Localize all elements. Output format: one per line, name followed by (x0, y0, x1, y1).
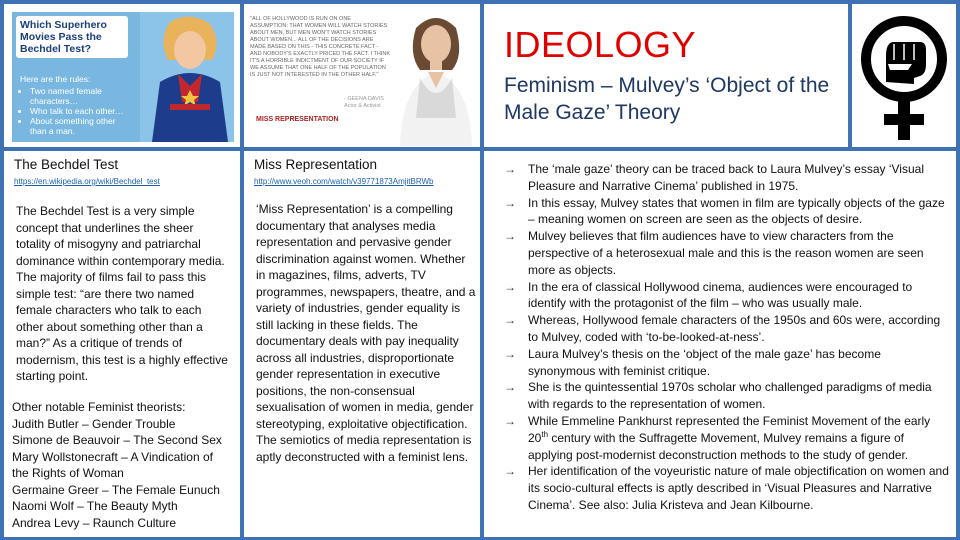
bullet-text: Laura Mulvey’s thesis on the ‘object of the male gaze’ has become synonymous with feminist critique. (528, 346, 881, 378)
theorist-item: Mary Wollstonecraft – A Vindication of (12, 449, 213, 464)
right-arrow-icon: → (504, 279, 516, 294)
bechdel-body: The Bechdel Test is a very simple concept that underlines the sheer totality of misogyny and patriarchal dominance within contemporary media. The majority of films fail to pass this simple test: “are there two named female characters who talk to each other about something other than a man?” As a critique of trends of modernism, this test is a highly effective starting point. (16, 204, 228, 383)
theorist-item: Naomi Wolf – The Beauty Myth (12, 499, 178, 513)
poster-title: Which Superhero Movies Pass the Bechdel Test? (16, 16, 128, 58)
miss-representation-body: ‘Miss Representation’ is a compelling documentary that analyses media representation and pervasive gender discrimination against women. Whether in magazines, films, adverts, TV programmes, newspapers, theatre, and a variety of industries, gender equality is still lacking in these fields. The documentary deals with pay inequality across all industries, disproportionate gender representation in executive positions, the non-consensual sexualisation of women in media, gender stereotyping, exploitative objectification. The semiotics of media representation is aptly deconstructed with a feminist lens. (256, 202, 476, 464)
right-arrow-icon: → (504, 195, 516, 210)
mulvey-bullets-column (484, 151, 956, 537)
bullet-text: In the era of classical Hollywood cinema, audiences were encouraged to identify with the protagonist of the film – who was usually male. (528, 279, 913, 311)
right-arrow-icon: → (504, 313, 516, 328)
right-arrow-icon: → (504, 380, 516, 395)
bechdel-link[interactable]: https://en.wikipedia.org/wiki/Bechdel_test (14, 177, 160, 186)
poster-rules (20, 74, 132, 136)
bullet-item (504, 346, 950, 380)
quote-text: "ALL OF HOLLYWOOD IS RUN ON ONE ASSUMPTION: THAT WOMEN WILL WATCH STORIES ABOUT MEN, BUT MEN WON'T WATCH STORIES ABOUT WOMEN... ALL OF THE DECISIONS ARE MADE BASED ON THIS - THIS CONCRETE FACT - AND NOBODY'S EXACTLY PRICED THE FACT. I THINK IT'S A HORRIBLE INDICTMENT OF OUR SOCIETY IF WE ASSUME THAT ONE HALF OF THE POPULATION IS JUST NOT INTERESTED IN THE OTHER HALF." (250, 16, 391, 78)
bullet-item (504, 161, 950, 195)
bullet-item (504, 195, 950, 229)
bullet-item (504, 228, 950, 278)
right-arrow-icon: → (504, 464, 516, 479)
theorist-item: Judith Butler – Gender Trouble (12, 416, 176, 431)
bullet-item (504, 379, 950, 413)
bullet-item (504, 312, 950, 346)
miss-representation-link[interactable]: http://www.veoh.com/watch/v39771873AmjitBRWb (254, 177, 434, 186)
miss-representation-column (244, 151, 480, 537)
theorist-item: Andrea Levy – Raunch Culture (12, 515, 177, 530)
feminist-fist-venus-icon (852, 4, 956, 147)
poster-rule: • About something other than a man. (30, 116, 132, 136)
miss-representation-quote-image (244, 4, 480, 147)
feminist-theorists-list (12, 399, 240, 531)
poster-graphic (12, 12, 234, 142)
page-title: IDEOLOGY (504, 24, 697, 65)
miss-representation-heading: Miss Representation (254, 157, 378, 172)
page-subtitle: Feminism – Mulvey’s ‘Object of the Male Gaze’ Theory (504, 74, 830, 124)
title-panel (484, 4, 848, 147)
theorist-item: the Rights of Woman (12, 466, 124, 480)
poster-rule: • Two named female characters… (30, 86, 132, 106)
quote-source (344, 96, 384, 110)
right-arrow-icon: → (504, 413, 516, 428)
poster-rule: • Who talk to each other… (30, 106, 132, 116)
feminism-symbol-panel (852, 4, 956, 147)
bullet-item (504, 463, 950, 513)
quote-source-name: - GEENA DAVIS (344, 96, 384, 102)
theorist-item: Simone de Beauvoir – The Second Sex (12, 433, 222, 447)
bechdel-test-column (4, 151, 240, 537)
right-arrow-icon: → (504, 346, 516, 361)
bullet-text: In this essay, Mulvey states that women in film are typically objects of the gaze – meaning women on screen are seen as the objects of desire. (528, 195, 945, 227)
theorists-heading: Other notable Feminist theorists: (12, 400, 186, 414)
right-arrow-icon: → (504, 229, 516, 244)
bullet-text: Her identification of the voyeuristic nature of male objectification on women and its socio-cultural effects is aptly described in ‘Visual Pleasures and Narrative Cinema’. See also: Julia Kristeva and Jean Kilbourne. (528, 464, 949, 512)
bullet-list (504, 161, 950, 514)
theorist-item: Germaine Greer – The Female Eunuch (12, 482, 220, 497)
bechdel-poster-image (4, 4, 240, 147)
woman-portrait (394, 8, 478, 146)
quote-source-role: Actor & Activist (344, 103, 381, 109)
bullet-text: Mulvey believes that film audiences have to view characters from the perspective of a heterosexual male and this is the reason women are seen more as objects. (528, 229, 924, 277)
bullet-text: She is the quintessential 1970s scholar who challenged paradigms of media with regards to the representation of women. (528, 380, 932, 412)
bullet-text: While Emmeline Pankhurst represented the Feminist Movement of the early 20th century with the Suffragette Movement, Mulvey remains a figure of applying post-modernist deconstruction methods to the study of gender. (528, 413, 931, 462)
poster-rules-lead: Here are the rules: (20, 74, 91, 84)
bullet-text: Whereas, Hollywood female characters of the 1950s and 60s were, according to Mulvey, coded with ‘to-be-looked-at-ness’. (528, 313, 941, 344)
bechdel-heading: The Bechdel Test (14, 157, 119, 172)
bullet-item (504, 413, 950, 463)
bullet-item (504, 279, 950, 313)
right-arrow-icon: → (504, 162, 516, 176)
superhero-illustration (140, 12, 234, 142)
miss-representation-logo: MISS REPRESENTATION (256, 116, 339, 123)
bullet-text: The ‘male gaze’ theory can be traced back to Laura Mulvey’s essay ‘Visual Pleasure and Narrative Cinema’ published in 1975. (528, 162, 924, 193)
